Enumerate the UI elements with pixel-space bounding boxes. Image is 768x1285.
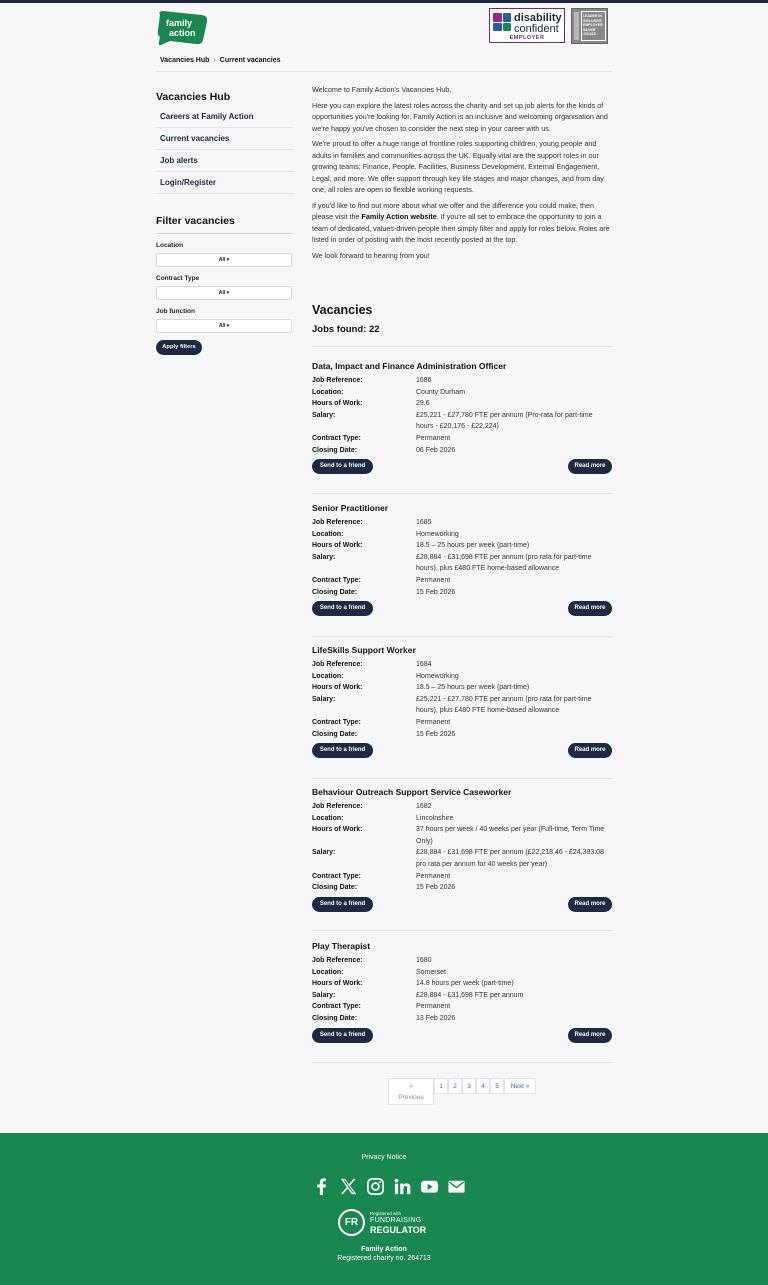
facebook-icon[interactable] (312, 1177, 331, 1196)
location-value: Somerset (416, 968, 446, 976)
fundraising-regulator-logo[interactable] (338, 1207, 434, 1239)
hours-label: Hours of Work: (312, 684, 363, 692)
closing-label: Closing Date: (312, 588, 358, 596)
read-more-button[interactable]: Read more (568, 601, 612, 616)
intro-p2: Here you can explore the latest roles across the charity and set up job alerts for the kinds of opportunities you're looking for. Family Action is an inclusive and welcoming organisation and we're happy you've chosen to consider the next step in your career with us. (312, 100, 608, 133)
contract-value: Permanent (416, 576, 451, 584)
location-value: Homeworking (416, 530, 459, 538)
svg-text:action: action (169, 28, 196, 38)
instagram-icon[interactable] (366, 1177, 385, 1196)
contract-label: Contract Type: (312, 718, 361, 726)
badge-line3: EMPLOYER (509, 35, 545, 41)
sidebar-item-careers[interactable]: Careers at Family Action (156, 106, 293, 128)
breadcrumb-current: Current vacancies (219, 57, 281, 64)
ref-value: 1686 (416, 377, 432, 384)
salary-value: £28,884 - £31,698 FTE per annum (£22,218.46 - £24,383.08 pro rata per annum for 40 weeks per year) (416, 849, 604, 868)
sidebar-title: Vacancies Hub (156, 91, 231, 103)
contract-value: Permanent (416, 872, 451, 880)
location-value: Lincolnshire (416, 814, 454, 822)
send-to-friend-button[interactable]: Send to a friend (312, 601, 373, 616)
job-divider (312, 493, 612, 494)
youtube-icon[interactable] (420, 1177, 439, 1196)
family-action-website-link[interactable]: Family Action website (361, 212, 437, 221)
closing-value: 06 Feb 2026 (416, 446, 456, 454)
intro-p4-a: If you'd like to find out more about what we offer and the difference you could make, then please visit the (312, 200, 594, 221)
page-4-button[interactable]: 4 (476, 1078, 490, 1094)
ref-label: Job Reference: (312, 377, 363, 384)
closing-value: 15 Feb 2026 (416, 588, 456, 596)
sidebar-item-job-alerts[interactable]: Job alerts (156, 150, 293, 172)
chevron-right-icon: › (213, 57, 216, 64)
closing-label: Closing Date: (312, 730, 358, 738)
salary-value: £28,884 - £31,698 FTE per annum (pro rata for part-time hours), plus £480 FTE home-based allowance (416, 553, 592, 573)
filter-title: Filter vacancies (156, 215, 235, 227)
closing-value: 15 Feb 2026 (416, 884, 456, 892)
ref-value: 1682 (416, 803, 432, 810)
disability-confident-badge (489, 8, 565, 43)
footer (0, 1133, 768, 1285)
closing-value: 13 Feb 2026 (416, 1014, 456, 1022)
hours-label: Hours of Work: (312, 400, 363, 408)
closing-label: Closing Date: (312, 884, 358, 892)
ref-value: 1685 (416, 519, 432, 526)
footer-charity-number: Registered charity no. 264713 (337, 1255, 431, 1262)
location-label: Location: (312, 388, 344, 396)
job-card (312, 786, 612, 912)
job-card (312, 502, 612, 616)
sidebar-item-login[interactable]: Login/Register (156, 172, 293, 194)
breadcrumb-divider (156, 71, 612, 72)
closing-label: Closing Date: (312, 446, 358, 454)
send-to-friend-button[interactable]: Send to a friend (312, 459, 373, 474)
leader-badge-text: LEADER IN INCLUSIVE EMPLOYER SILVER 2024/25 (581, 11, 606, 41)
contract-type-label: Contract Type (156, 275, 200, 282)
salary-label: Salary: (312, 411, 336, 419)
contract-label: Contract Type: (312, 872, 361, 880)
hours-value: 18.5 – 25 hours per week (part-time) (416, 542, 530, 550)
previous-page-button[interactable] (388, 1078, 434, 1105)
hours-value: 14.8 hours per week (part-time) (416, 980, 514, 988)
location-label: Location: (312, 968, 344, 976)
salary-value: £28,884 - £31,698 FTE per annum (416, 991, 524, 999)
send-to-friend-button[interactable]: Send to a friend (312, 897, 373, 912)
salary-value: £25,221 - £27,780 FTE per annum (pro rata for part-time hours), plus £480 FTE home-based allowance (416, 695, 592, 715)
job-divider (312, 930, 612, 931)
prev-arrow: « (409, 1083, 413, 1090)
svg-text:family: family (166, 18, 193, 28)
intro-p4-b: . If you're all set to embrace the opportunity to join a team of dedicated, values-driven people then simply filter and apply for roles below. Roles are listed in order of posting with the most recently posted at the top. (312, 212, 610, 244)
linkedin-icon[interactable] (393, 1177, 412, 1196)
read-more-button[interactable]: Read more (568, 743, 612, 758)
job-divider (312, 1062, 612, 1063)
pagination (388, 1078, 536, 1105)
read-more-button[interactable]: Read more (568, 459, 612, 474)
prev-label: Previous (398, 1094, 424, 1101)
ref-value: 1684 (416, 661, 432, 668)
job-title[interactable]: Play Therapist (312, 941, 371, 951)
closing-value: 15 Feb 2026 (416, 730, 456, 738)
job-title[interactable]: Data, Impact and Finance Administration Officer (312, 361, 507, 371)
job-divider (312, 346, 612, 347)
email-icon[interactable] (447, 1177, 466, 1196)
location-label: Location (156, 242, 184, 249)
intro-p5: We look forward to hearing from you! (312, 250, 430, 260)
leader-inclusive-badge (571, 8, 608, 44)
job-function-select[interactable]: All ▾ (156, 319, 292, 333)
intro-p3: We're proud to offer a huge range of frontline roles supporting children, young people and adults in families and communities across the UK. Equally vital are the support roles in our growing teams; Finance, People, Facilities, Business Development, External Engagement, Legal, and more. We offer support through key life stages and major changes, and from day one, all roles are open to flexible working requests. (312, 139, 604, 194)
read-more-button[interactable]: Read more (568, 897, 612, 912)
breadcrumb (160, 56, 280, 67)
hours-label: Hours of Work: (312, 826, 363, 834)
location-label: Location: (312, 530, 344, 538)
family-action-logo[interactable] (156, 9, 210, 46)
location-value: Homeworking (416, 672, 459, 680)
ref-label: Job Reference: (312, 803, 363, 810)
sidebar-item-current-vacancies[interactable]: Current vacancies (156, 128, 293, 150)
contract-value: Permanent (416, 434, 451, 442)
location-label: Location: (312, 814, 344, 822)
contract-label: Contract Type: (312, 1003, 361, 1011)
closing-label: Closing Date: (312, 1014, 358, 1022)
job-divider (312, 778, 612, 779)
page-2-button[interactable]: 2 (448, 1078, 462, 1094)
salary-label: Salary: (312, 991, 336, 999)
fr-line2: FUNDRAISING (370, 1217, 422, 1224)
breadcrumb-vacancies-hub[interactable]: Vacancies Hub (160, 57, 210, 64)
job-title[interactable]: Behaviour Outreach Support Service Caseworker (312, 787, 512, 797)
job-card (312, 644, 612, 758)
social-links (312, 1177, 466, 1196)
vacancies-title: Vacancies (312, 303, 373, 317)
contract-label: Contract Type: (312, 576, 361, 584)
intro-p4 (312, 200, 612, 246)
job-title[interactable]: Senior Practitioner (312, 503, 389, 513)
contract-value: Permanent (416, 718, 451, 726)
page-3-button[interactable]: 3 (462, 1078, 476, 1094)
hours-value: 37 hours per week / 40 weeks per year (Full-time, Term Time Only) (416, 826, 605, 845)
ref-label: Job Reference: (312, 519, 363, 526)
privacy-notice-link[interactable]: Privacy Notice (361, 1154, 407, 1161)
badge-line1: disability (514, 12, 562, 24)
job-card (312, 940, 612, 1043)
job-divider (312, 636, 612, 637)
fr-icon: FR (338, 1209, 365, 1236)
job-function-label: Job function (156, 308, 195, 315)
salary-label: Salary: (312, 553, 336, 561)
ref-label: Job Reference: (312, 661, 363, 668)
location-select[interactable]: All ▾ (156, 253, 292, 267)
send-to-friend-button[interactable]: Send to a friend (312, 743, 373, 758)
salary-label: Salary: (312, 849, 336, 857)
ref-value: 1680 (416, 957, 432, 964)
x-twitter-icon[interactable] (339, 1177, 358, 1196)
ref-label: Job Reference: (312, 957, 363, 964)
hours-value: 18.5 – 25 hours per week (part-time) (416, 684, 530, 692)
salary-value: £25,221 - £27,780 FTE per annum (Pro-rata for part-time hours - £20,176 - £22,224) (416, 411, 593, 431)
apply-filters-button[interactable]: Apply filters (156, 340, 202, 355)
location-label: Location: (312, 672, 344, 680)
jobs-found-count: Jobs found: 22 (312, 324, 380, 335)
hours-label: Hours of Work: (312, 980, 363, 988)
fr-line3: REGULATOR (370, 1225, 427, 1235)
hours-label: Hours of Work: (312, 542, 363, 550)
filter-divider (156, 233, 293, 234)
contract-type-select[interactable]: All ▾ (156, 286, 292, 300)
location-value: County Durham (416, 388, 466, 396)
sidebar-nav (156, 106, 293, 194)
page-5-button[interactable]: 5 (490, 1078, 504, 1094)
contract-value: Permanent (416, 1003, 451, 1011)
footer-org-name: Family Action (361, 1246, 407, 1253)
intro-p1: Welcome to Family Action's Vacancies Hub. (312, 85, 452, 94)
send-to-friend-button[interactable]: Send to a friend (312, 1028, 373, 1043)
hours-value: 29.6 (416, 400, 430, 408)
read-more-button[interactable]: Read more (568, 1028, 612, 1043)
salary-label: Salary: (312, 695, 336, 703)
page-1-button[interactable]: 1 (434, 1078, 448, 1094)
job-title[interactable]: LifeSkills Support Worker (312, 645, 416, 655)
job-card (312, 360, 612, 474)
contract-label: Contract Type: (312, 434, 361, 442)
top-bar (0, 0, 768, 3)
disability-icons (493, 13, 511, 31)
fr-line1: Registered with (370, 1211, 402, 1216)
intro-text (312, 84, 612, 265)
next-page-button[interactable]: Next » (504, 1078, 536, 1094)
badge-line2: confident (514, 23, 559, 35)
